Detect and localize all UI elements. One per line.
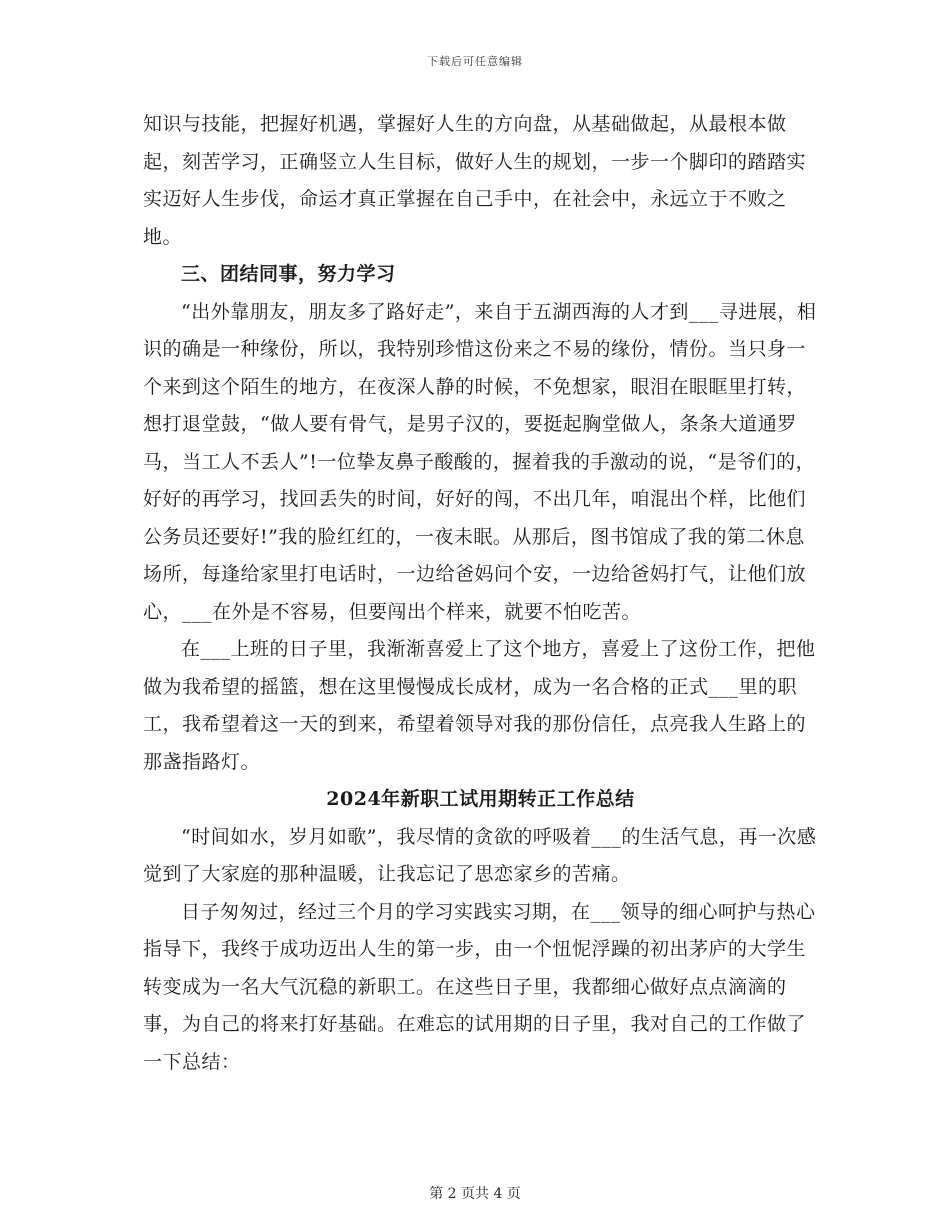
page-header: 下载后可任意编辑 — [427, 55, 523, 68]
paragraph: 在___上班的日子里，我渐渐喜爱上了这个地方，喜爱上了这份工作，把他做为我希望的摇篮，想在这里慢慢成长成材，成为一名合格的正式___里的职工，我希望着这一天的到来，希望着领导对我的那份信任，点亮我人生路上的那盏指路灯。 — [143, 638, 816, 773]
page-footer: 第 2 页共 4 页 — [429, 1186, 521, 1202]
paragraph: 日子匆匆过，经过三个月的学习实践实习期，在___领导的细心呵护与热心指导下，我终于成功迈出人生的第一步，由一个忸怩浮躁的初出茅庐的大学生转变成为一名大气沉稳的新职工。在这些日子里，我都细心做好点点滴滴的事，为自己的将来打好基础。在难忘的试用期的日子里，我对自己的工作做了一下总结： — [143, 900, 816, 1073]
paragraph: “出外靠朋友，朋友多了路好走”，来自于五湖西海的人才到___寻进展，相识的确是一种缘份，所以，我特别珍惜这份来之不易的缘份，情份。当只身一个来到这个陌生的地方，在夜深人静的时候，不免想家，眼泪在眼眶里打转，想打退堂鼓，“做人要有骨气，是男子汉的，要挺起胸堂做人，条条大道通罗马，当工人不丢人”!一位挚友鼻子酸酸的，握着我的手激动的说，“是爷们的，好好的再学习，找回丢失的时间，好好的闯，不出几年，咱混出个样，比他们公务员还要好!”我的脸红红的，一夜未眠。从那后，图书馆成了我的第二休息场所，每逢给家里打电话时，一边给爸妈问个安，一边给爸妈打气，让他们放心，___在外是不容易，但要闯出个样来，就要不怕吃苦。 — [143, 300, 817, 623]
document-title: 2024年新职工试用期转正工作总结 — [326, 788, 635, 810]
section-heading: 三、团结同事，努力学习 — [181, 263, 396, 285]
document-body — [143, 106, 818, 1081]
paragraph-continuation: 知识与技能，把握好机遇，掌握好人生的方向盘，从基础做起，从最根本做起，刻苦学习，正确竖立人生目标，做好人生的规划，一步一个脚印的踏踏实实迈好人生步伐，命运才真正掌握在自己手中，在社会中，永远立于不败之地。 — [143, 113, 807, 248]
paragraph: “时间如水，岁月如歌”，我尽情的贪欲的呼吸着___的生活气息，再一次感觉到了大家庭的那种温暖，让我忘记了思恋家乡的苦痛。 — [143, 825, 817, 885]
